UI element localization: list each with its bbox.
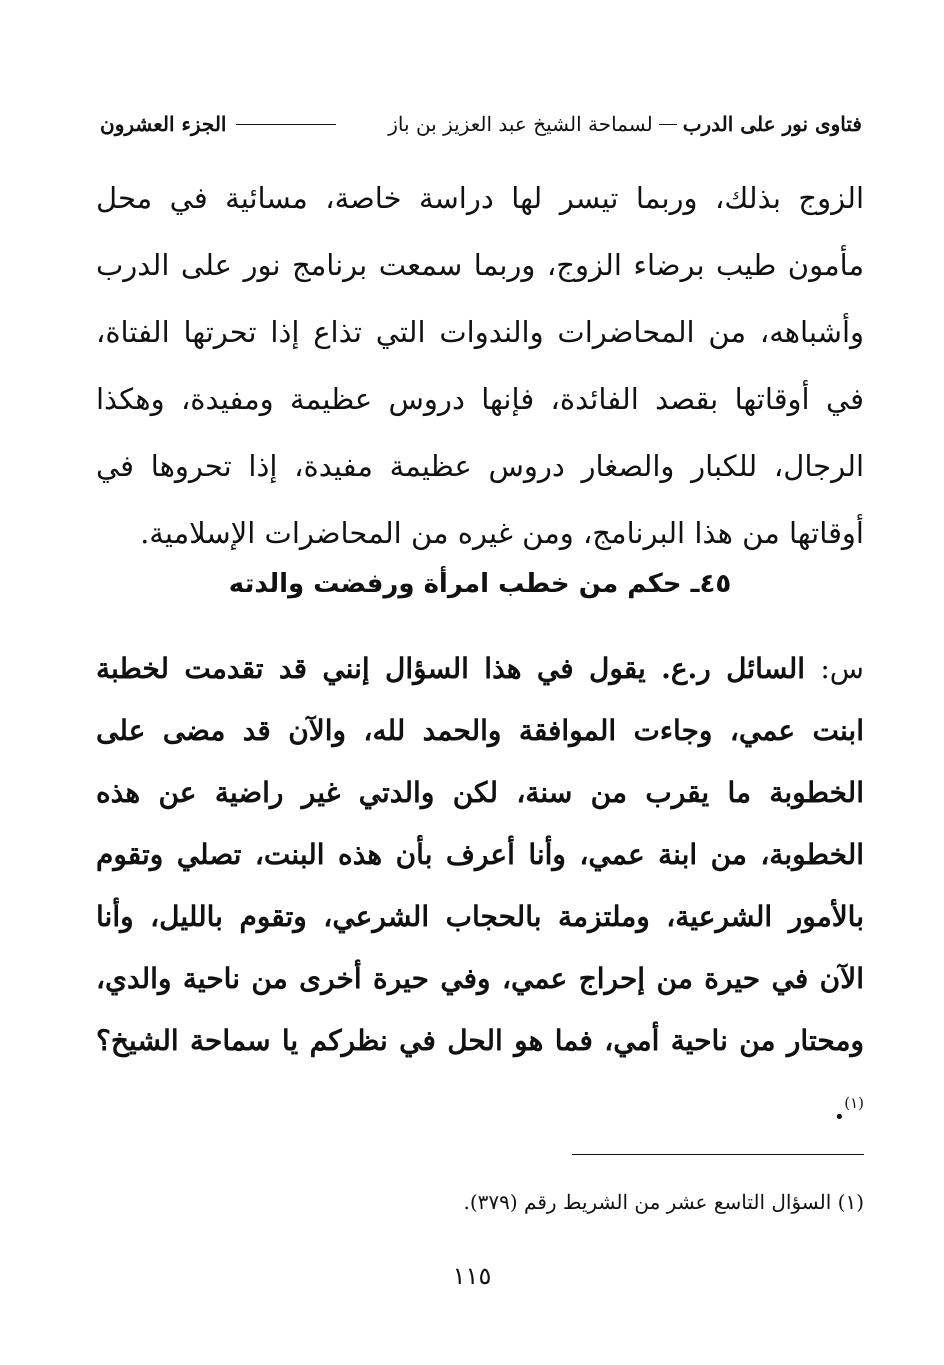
body-paragraph: الزوج بذلك، وربما تيسر لها دراسة خاصة، مسائية في محل مأمون طيب برضاء الزوج، وربما سمعت برنامج نور على الدرب وأشباهه، من المحاضرات والندوات التي تذاع إذا تحرتها الفتاة، في أوقاتها بقصد الفائدة، فإنها دروس عظيمة ومفيدة، وهكذا الرجال، للكبار والصغار دروس عظيمة مفيدة، إذا تحروها في أوقاتها من هذا البرنامج، ومن غيره من المحاضرات الإسلامية. — [96, 181, 864, 550]
question-end: . — [834, 1092, 845, 1126]
body-text — [96, 165, 864, 567]
header-volume-group — [100, 112, 346, 136]
header-rule — [236, 124, 336, 125]
section-title: ٤٥ـ حكم من خطب امرأة ورفضت والدته — [228, 569, 732, 599]
question-label: س: — [820, 652, 864, 685]
footnote: (١) السؤال التاسع عشر من الشريط رقم (٣٧٩). — [463, 1190, 864, 1214]
header-dash — [659, 124, 677, 125]
footnote-marker: (١) — [844, 1094, 864, 1112]
running-header — [100, 104, 862, 144]
header-volume: الجزء العشرون — [100, 112, 227, 136]
question-text: السائل ر.ع. يقول في هذا السؤال إنني قد تقدمت لخطبة ابنت عمي، وجاءت الموافقة والحمد لله، والآن قد مضى على الخطوبة ما يقرب من سنة، لكن والدتي غير راضية عن هذه الخطوبة، من ابنة عمي، وأنا أعرف بأن هذه البنت، تصلي وتقوم بالأمور الشرعية، وملتزمة بالحجاب الشرعي، وتقوم بالليل، وأنا الآن في حيرة من إحراج عمي، وفي حيرة أخرى من ناحية والدي، ومحتار من ناحية أمي، فما هو الحل في نظركم يا سماحة الشيخ؟ — [96, 652, 865, 1057]
question-block — [96, 638, 864, 1140]
footnote-divider — [572, 1154, 864, 1155]
header-title-group — [388, 112, 862, 136]
header-author: لسماحة الشيخ عبد العزيز بن باز — [388, 112, 653, 136]
header-book-title: فتاوى نور على الدرب — [682, 112, 862, 136]
question-paragraph — [96, 638, 864, 1140]
page-number: ١١٥ — [452, 1262, 492, 1290]
